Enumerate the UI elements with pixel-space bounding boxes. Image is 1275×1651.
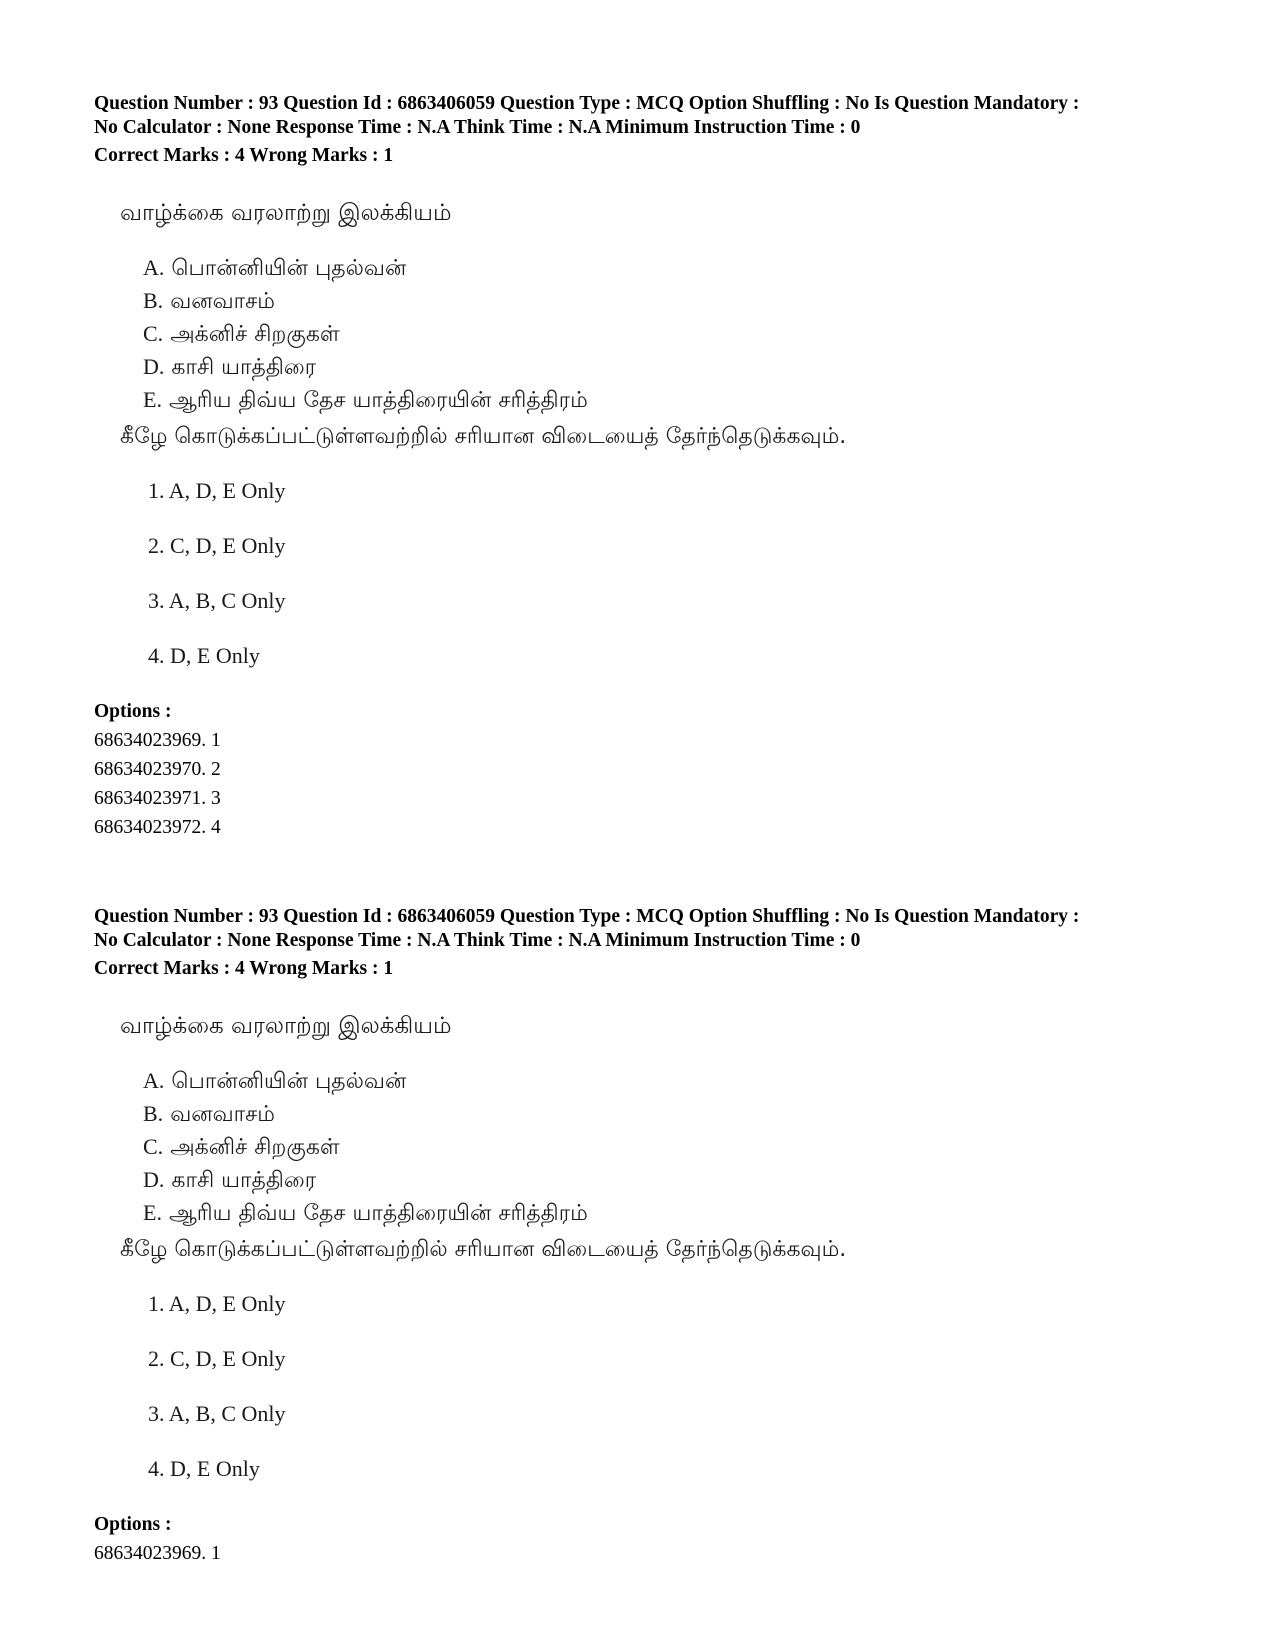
answer-choice: 1. A, D, E Only — [148, 478, 286, 503]
options-list — [94, 726, 221, 842]
list-item: B. வனவாசம் — [143, 288, 276, 314]
option-id: 68634023971. 3 — [94, 788, 221, 809]
answer-choices — [148, 476, 286, 696]
question-meta-line-2: No Calculator : None Response Time : N.A Think Time : N.A Minimum Instruction Time : 0 — [94, 930, 861, 951]
answer-choice: 1. A, D, E Only — [148, 1291, 286, 1316]
answer-choice: 3. A, B, C Only — [148, 588, 286, 613]
option-id: 68634023972. 4 — [94, 817, 221, 838]
answer-choice: 4. D, E Only — [148, 643, 260, 668]
marks-line: Correct Marks : 4 Wrong Marks : 1 — [94, 958, 394, 979]
options-title: Options : — [94, 1514, 172, 1535]
question-instruction: கீழே கொடுக்கப்பட்டுள்ளவற்றில் சரியான விடையைத் தேர்ந்தெடுக்கவும். — [120, 424, 847, 449]
option-id: 68634023969. 1 — [94, 730, 221, 751]
list-item: E. ஆரிய திவ்ய தேச யாத்திரையின் சரித்திரம் — [143, 387, 588, 413]
options-list — [94, 1539, 221, 1568]
question-meta-line-1: Question Number : 93 Question Id : 6863406059 Question Type : MCQ Option Shuffling : No Is Question Mandatory : — [94, 93, 1080, 114]
answer-choice: 4. D, E Only — [148, 1456, 260, 1481]
answer-choices — [148, 1289, 286, 1509]
list-item: D. காசி யாத்திரை — [143, 1167, 317, 1193]
answer-choice: 2. C, D, E Only — [148, 1346, 286, 1371]
answer-choice: 2. C, D, E Only — [148, 533, 286, 558]
list-item: D. காசி யாத்திரை — [143, 354, 317, 380]
list-item: A. பொன்னியின் புதல்வன் — [143, 255, 407, 281]
list-item: B. வனவாசம் — [143, 1101, 276, 1127]
question-stem: வாழ்க்கை வரலாற்று இலக்கியம் — [120, 200, 452, 226]
list-item: C. அக்னிச் சிறகுகள் — [143, 321, 340, 347]
option-id: 68634023969. 1 — [94, 1543, 221, 1564]
option-id: 68634023970. 2 — [94, 759, 221, 780]
question-instruction: கீழே கொடுக்கப்பட்டுள்ளவற்றில் சரியான விடையைத் தேர்ந்தெடுக்கவும். — [120, 1237, 847, 1262]
question-stem: வாழ்க்கை வரலாற்று இலக்கியம் — [120, 1013, 452, 1039]
list-item: E. ஆரிய திவ்ய தேச யாத்திரையின் சரித்திரம் — [143, 1200, 588, 1226]
item-list — [143, 252, 588, 417]
marks-line: Correct Marks : 4 Wrong Marks : 1 — [94, 145, 394, 166]
question-block-1 — [94, 92, 1194, 838]
list-item: A. பொன்னியின் புதல்வன் — [143, 1068, 407, 1094]
options-title: Options : — [94, 701, 172, 722]
list-item: C. அக்னிச் சிறகுகள் — [143, 1134, 340, 1160]
question-block-2 — [94, 905, 1194, 1564]
answer-choice: 3. A, B, C Only — [148, 1401, 286, 1426]
question-meta-line-1: Question Number : 93 Question Id : 6863406059 Question Type : MCQ Option Shuffling : No Is Question Mandatory : — [94, 906, 1080, 927]
item-list — [143, 1065, 588, 1230]
question-meta-line-2: No Calculator : None Response Time : N.A Think Time : N.A Minimum Instruction Time : 0 — [94, 117, 861, 138]
